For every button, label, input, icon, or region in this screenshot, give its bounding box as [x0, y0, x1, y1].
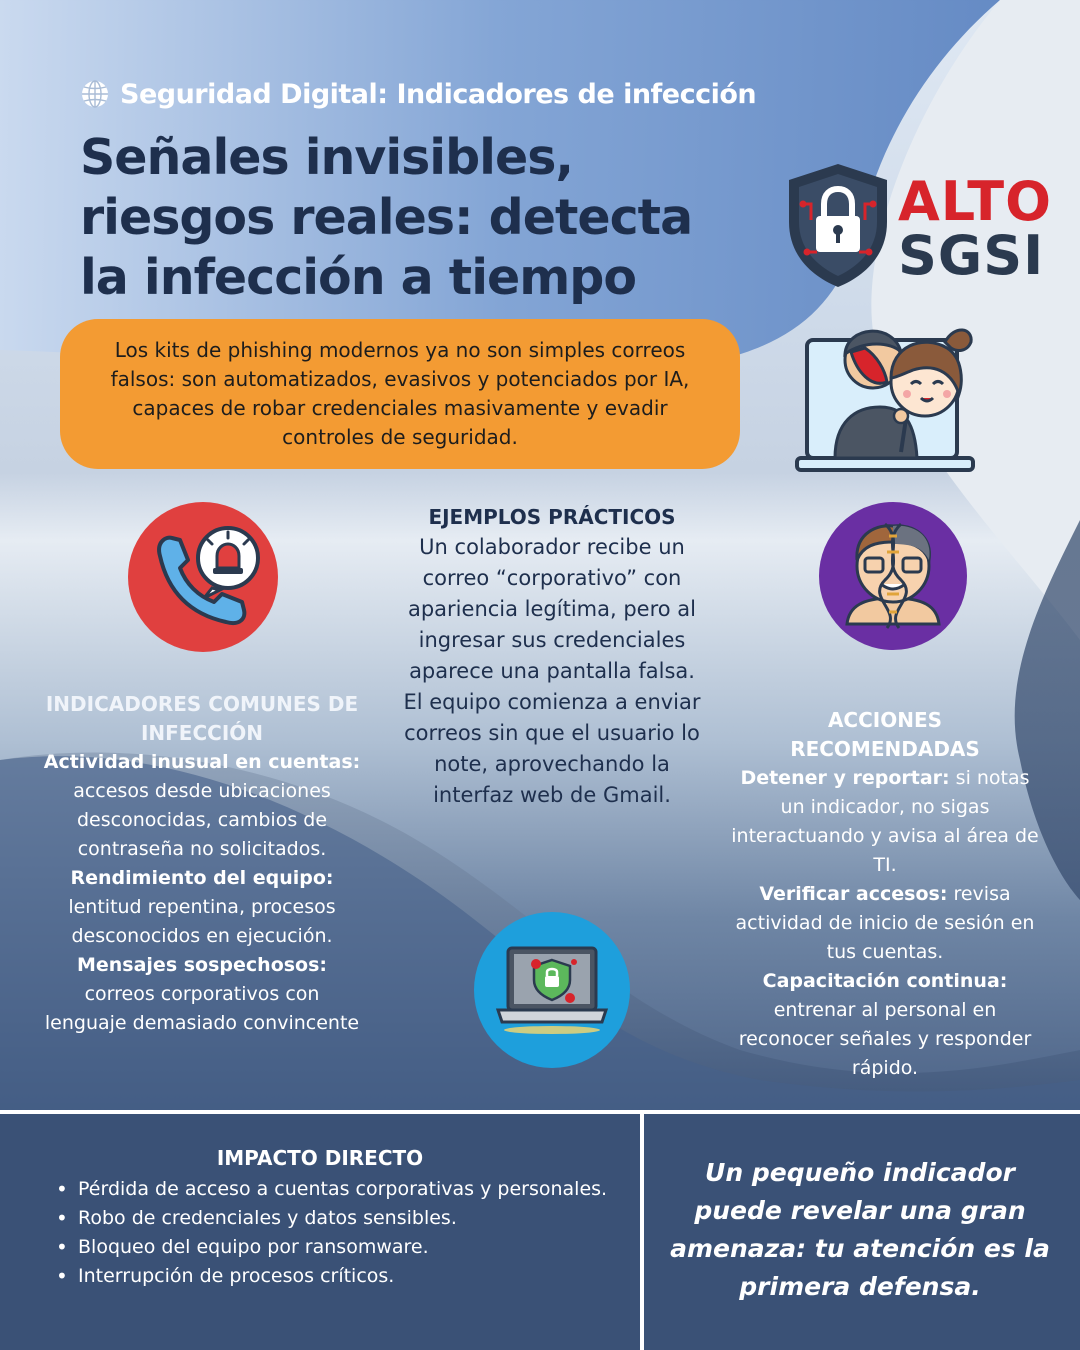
example-paragraph: El equipo comienza a enviar correos sin que el usuario lo note, aprovechando la interfaz web de Gmail. — [403, 690, 701, 807]
closing-quote: Un pequeño indicador puede revelar una gran amenaza: tu atención es la primera defensa. — [670, 1158, 1050, 1301]
impact-list — [50, 1175, 610, 1291]
action-label: Verificar accesos: — [759, 883, 948, 905]
indicator-text: lentitud repentina, procesos desconocidos en ejecución. — [68, 896, 336, 947]
title-line: Señales invisibles, — [80, 129, 573, 186]
indicators-section — [42, 690, 362, 1038]
header-kicker-text: Seguridad Digital: Indicadores de infección — [120, 78, 757, 110]
indicator-label: Mensajes sospechosos: — [76, 954, 328, 976]
indicator-label: Actividad inusual en cuentas: — [43, 751, 361, 773]
title-line: la infección a tiempo — [80, 249, 637, 306]
action-label: Capacitación continua: — [762, 970, 1008, 992]
intro-text: Los kits de phishing modernos ya no son simples correos falsos: son automatizados, evasivos y potenciados por IA, capaces de robar credenciales masivamente y evadir controles de seguridad. — [110, 338, 690, 449]
masked-hacker-illustration — [795, 312, 975, 477]
alto-sgsi-logo — [783, 160, 1053, 290]
indicator-label: Rendimiento del equipo: — [70, 867, 334, 889]
laptop-shield-virus-icon — [474, 912, 630, 1068]
actions-section — [730, 706, 1040, 1083]
examples-section — [392, 503, 712, 811]
example-paragraph: Un colaborador recibe un correo “corporativo” con apariencia legítima, pero al ingresar sus credenciales aparece una pantalla falsa. — [407, 535, 696, 683]
indicator-item — [42, 864, 362, 951]
header-kicker — [80, 74, 756, 114]
indicator-item — [42, 951, 362, 1038]
impact-item: • Interrupción de procesos críticos. — [50, 1262, 610, 1291]
panel-divider — [640, 1114, 644, 1350]
intro-callout — [60, 319, 740, 469]
impact-section — [50, 1144, 610, 1291]
action-text: si notas un indicador, no sigas interactuando y avisa al área de TI. — [731, 767, 1039, 876]
title-line: riesgos reales: detecta — [80, 189, 693, 246]
indicators-heading: INDICADORES COMUNES DE INFECCIÓN — [45, 692, 359, 745]
actions-heading: ACCIONES RECOMENDADAS — [790, 708, 980, 761]
indicator-text: accesos desde ubicaciones desconocidas, cambios de contraseña no solicitados. — [73, 780, 331, 860]
impact-item: • Bloqueo del equipo por ransomware. — [50, 1233, 610, 1262]
indicator-text: correos corporativos con lenguaje demasiado convincente — [44, 983, 360, 1034]
impact-item: • Pérdida de acceso a cuentas corporativas y personales. — [50, 1175, 610, 1204]
dna-face-icon — [819, 502, 967, 650]
phone-alarm-icon — [128, 502, 278, 652]
action-item — [730, 764, 1040, 880]
impact-item: • Robo de credenciales y datos sensibles. — [50, 1204, 610, 1233]
action-text: revisa actividad de inicio de sesión en tus cuentas. — [735, 883, 1035, 963]
action-text: entrenar al personal en reconocer señales y responder rápido. — [738, 999, 1032, 1079]
impact-heading: IMPACTO DIRECTO — [216, 1146, 424, 1170]
action-item — [730, 880, 1040, 967]
bottom-panel — [0, 1110, 1080, 1350]
page-title — [80, 128, 760, 308]
shield-lock-icon — [783, 160, 893, 290]
logo-sgsi: SGSI — [898, 224, 1045, 287]
examples-heading: EJEMPLOS PRÁCTICOS — [428, 505, 676, 529]
indicator-item — [42, 748, 362, 864]
globe-icon — [80, 79, 110, 109]
action-label: Detener y reportar: — [740, 767, 950, 789]
action-item — [730, 967, 1040, 1083]
logo-alto: ALTO — [898, 170, 1053, 233]
